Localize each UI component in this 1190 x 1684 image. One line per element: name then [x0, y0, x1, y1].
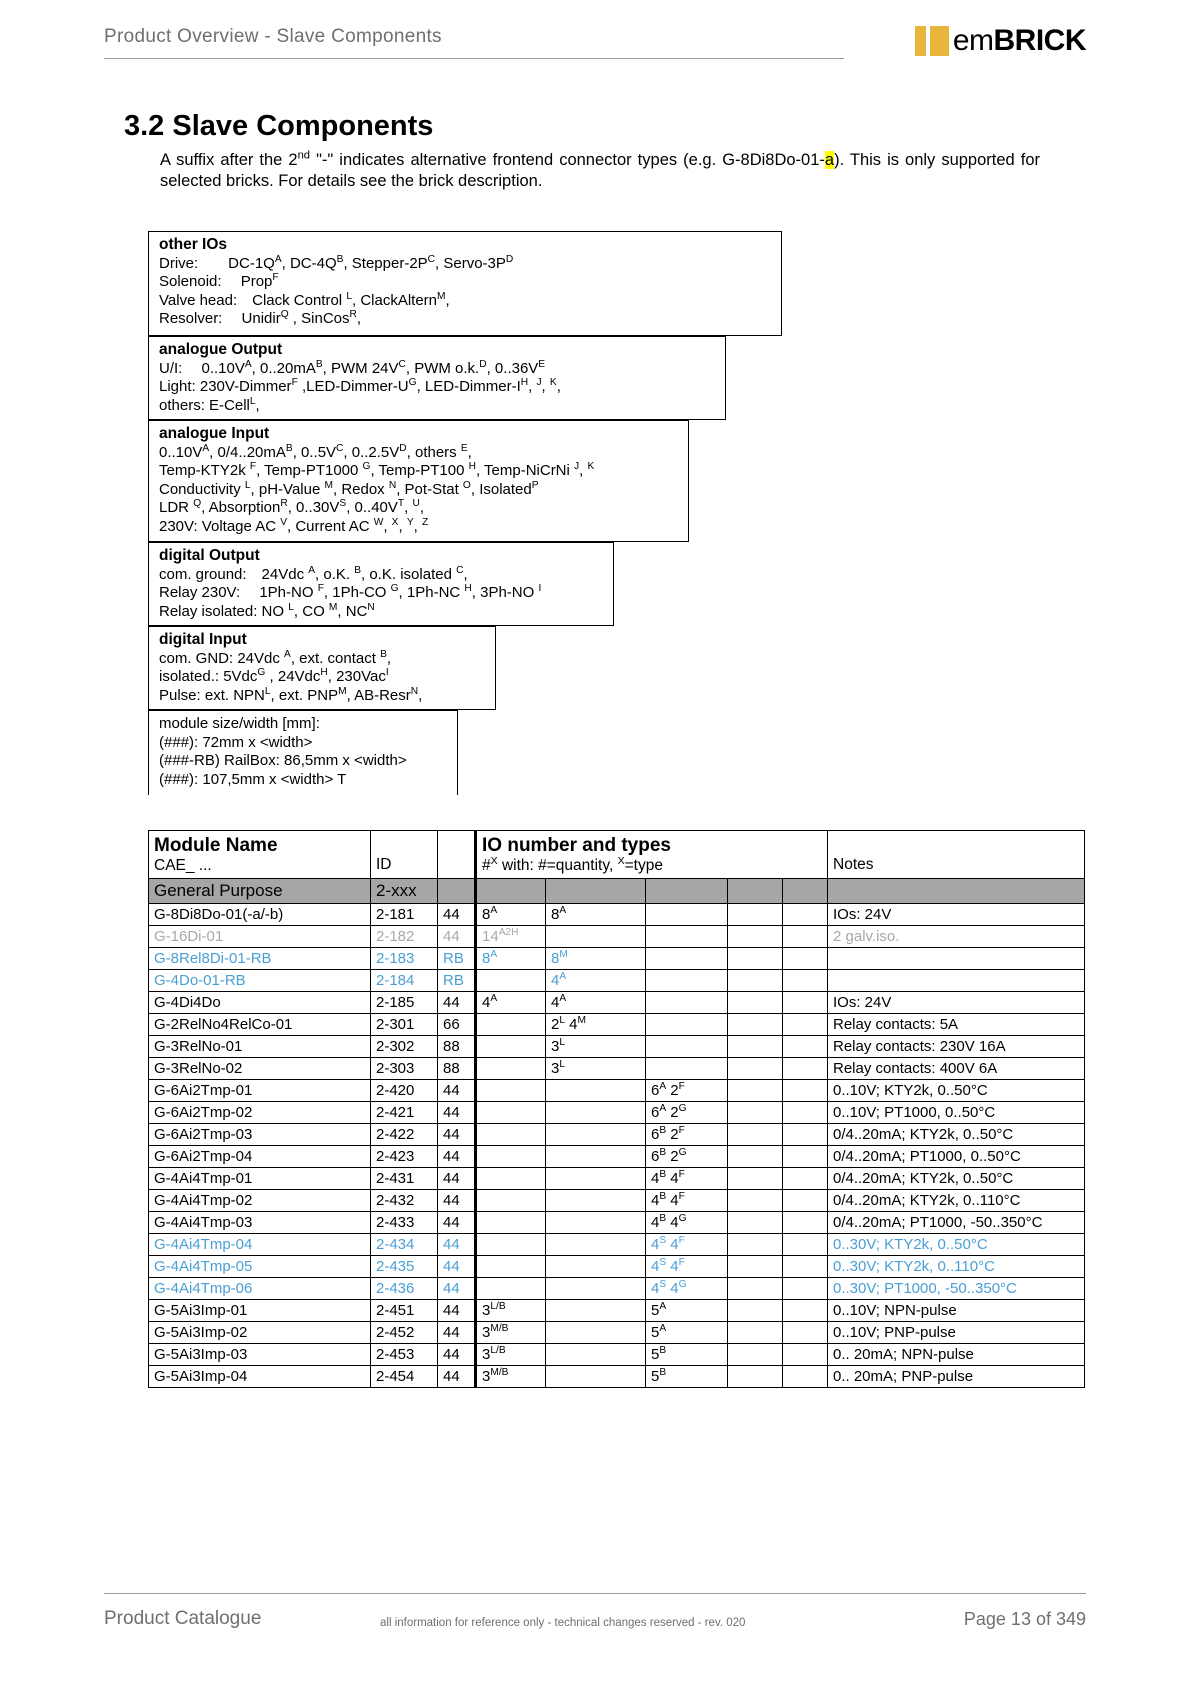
table-header-row: [149, 831, 1085, 879]
th-module-name-main: Module Name: [154, 834, 278, 856]
cell-width: 44: [438, 1190, 476, 1212]
cell-width: 44: [438, 1322, 476, 1344]
cell-other-io: [783, 1300, 828, 1322]
legend-analogue-output-title: analogue Output: [159, 341, 283, 358]
cell-notes: 0..10V; KTY2k, 0..50°C: [828, 1080, 1085, 1102]
slave-components-table: [148, 830, 1085, 1388]
logo-mark-icon: [915, 26, 949, 56]
cell-analogue-output: [728, 1344, 783, 1366]
cell-id: 2-453: [371, 1344, 438, 1366]
legend-analogue-input-title: analogue Input: [159, 425, 270, 442]
cell-digital-output: [546, 1102, 646, 1124]
cell-digital-input: $3^{L/B}$: [476, 1344, 546, 1366]
cell-analogue-output: [728, 1124, 783, 1146]
cell-id: 2-182: [371, 926, 438, 948]
legend-module-size: [148, 710, 458, 795]
table-row: [149, 1300, 1085, 1322]
table-row: [149, 1168, 1085, 1190]
cell-digital-input: [476, 1168, 546, 1190]
cell-analogue-input: $5^B$: [646, 1366, 728, 1388]
cell-width: 44: [438, 904, 476, 926]
cell-id: 2-181: [371, 904, 438, 926]
intro-text-1: A suffix after the 2: [160, 151, 298, 169]
section-intro: [160, 150, 1040, 192]
cell-other-io: [783, 904, 828, 926]
cell-digital-output: $8^A$: [546, 904, 646, 926]
cell-analogue-output: [728, 1212, 783, 1234]
cell-analogue-output: [728, 1036, 783, 1058]
cell-analogue-output: [728, 1168, 783, 1190]
cell-id: 2-432: [371, 1190, 438, 1212]
cell-other-io: [783, 1212, 828, 1234]
cell-digital-input: [476, 1146, 546, 1168]
cell-digital-output: [546, 1300, 646, 1322]
cell-notes: 0/4..20mA; PT1000, -50..350°C: [828, 1212, 1085, 1234]
th-io-sub-post2: =type: [624, 856, 663, 874]
table-row: [149, 1102, 1085, 1124]
cell-width: 44: [438, 1080, 476, 1102]
cell-digital-input: [476, 1014, 546, 1036]
cell-digital-output: [546, 1080, 646, 1102]
cell-analogue-input: $5^A$: [646, 1300, 728, 1322]
legend-analogue-output-lines: U/I: $0..10V^A$, $0..20mA^B$, PWM $24V^C$, PWM o.k.$^D$, $0..36V^E$ Light: 230V-Dimmer$^F$ $,LED-Dimmer-U^G$, LED-$Dimmer-I^H$, $^J$, $^K$, others: E-Cell$^L$,: [159, 358, 561, 414]
logo-em-text: em: [952, 24, 994, 57]
th-id-label: ID: [376, 855, 392, 873]
cell-id: 2-452: [371, 1322, 438, 1344]
cell-analogue-input: $6^A$ $2^F$: [646, 1080, 728, 1102]
cell-other-io: [783, 1190, 828, 1212]
cell-other-io: [783, 1256, 828, 1278]
cell-width: 88: [438, 1036, 476, 1058]
cell-other-io: [783, 1344, 828, 1366]
table-row: [149, 1124, 1085, 1146]
cell-id: 2-423: [371, 1146, 438, 1168]
cell-width: 44: [438, 1124, 476, 1146]
cell-id: 2-421: [371, 1102, 438, 1124]
footer-page-number: Page 13 of 349: [963, 1609, 1086, 1629]
cell-id: 2-431: [371, 1168, 438, 1190]
cell-width: 66: [438, 1014, 476, 1036]
group-row-width: [438, 879, 476, 904]
cell-module-name: G-5Ai3Imp-03: [149, 1344, 371, 1366]
group-row-do: [546, 879, 646, 904]
cell-analogue-output: [728, 1146, 783, 1168]
cell-notes: 0..10V; NPN-pulse: [828, 1300, 1085, 1322]
cell-width: 44: [438, 1146, 476, 1168]
cell-module-name: G-16Di-01: [149, 926, 371, 948]
cell-analogue-input: [646, 948, 728, 970]
cell-notes: 0/4..20mA; PT1000, 0..50°C: [828, 1146, 1085, 1168]
legend-digital-output: [148, 542, 614, 626]
table-row: [149, 1322, 1085, 1344]
cell-other-io: [783, 1234, 828, 1256]
cell-digital-output: $2^L$ $4^M$: [546, 1014, 646, 1036]
cell-width: 44: [438, 1102, 476, 1124]
cell-id: 2-184: [371, 970, 438, 992]
cell-analogue-output: [728, 970, 783, 992]
intro-text-2: "-" indicates alternative frontend connector types (e.g. G-8Di8Do-01-: [310, 151, 825, 169]
cell-id: 2-435: [371, 1256, 438, 1278]
cell-digital-output: [546, 1234, 646, 1256]
cell-module-name: G-4Ai4Tmp-06: [149, 1278, 371, 1300]
cell-analogue-output: [728, 1058, 783, 1080]
cell-width: 44: [438, 1300, 476, 1322]
cell-width: 44: [438, 1278, 476, 1300]
th-io-sub: [482, 854, 822, 875]
table-group-row: [149, 879, 1085, 904]
cell-other-io: [783, 992, 828, 1014]
table-row: [149, 1212, 1085, 1234]
cell-id: 2-434: [371, 1234, 438, 1256]
cell-id: 2-303: [371, 1058, 438, 1080]
cell-analogue-output: [728, 1256, 783, 1278]
cell-digital-output: [546, 1366, 646, 1388]
cell-digital-output: [546, 926, 646, 948]
cell-digital-input: [476, 1102, 546, 1124]
cell-width: 44: [438, 1366, 476, 1388]
cell-notes: 0.. 20mA; NPN-pulse: [828, 1344, 1085, 1366]
header-title: Product Overview - Slave Components: [104, 26, 442, 47]
cell-digital-output: [546, 1322, 646, 1344]
cell-module-name: G-4Ai4Tmp-03: [149, 1212, 371, 1234]
cell-other-io: [783, 1102, 828, 1124]
cell-digital-input: [476, 1190, 546, 1212]
cell-other-io: [783, 926, 828, 948]
cell-other-io: [783, 1036, 828, 1058]
th-io-sub-pre: #: [482, 856, 491, 874]
th-io-main: IO number and types: [482, 834, 671, 856]
cell-analogue-input: $6^B$ $2^G$: [646, 1146, 728, 1168]
cell-module-name: G-4Ai4Tmp-05: [149, 1256, 371, 1278]
cell-notes: 0/4..20mA; KTY2k, 0..110°C: [828, 1190, 1085, 1212]
embrick-logo: [915, 24, 1086, 58]
table-row: [149, 1014, 1085, 1036]
cell-digital-input: $3^{L/B}$: [476, 1300, 546, 1322]
table-row: [149, 1234, 1085, 1256]
cell-width: 88: [438, 1058, 476, 1080]
legend-analogue-input-lines: $0..10V^A$, $0/4..20mA^B$, $0..5V^C$, $0..2.5V^D$, others $^E$, Temp-KTY2k $^F$, Temp-PT1000 $^G$, Temp-PT100 $^H$, Temp-NiCrNi $^J$, $^K$ Conductivity $^L$, pH-Value $^M$, Redox $^N$, Pot-Stat $^O$, Isolated$^P$ LDR $^Q$, Absorption$^R$, $0..30V^S$, $0..40V^T$, $^U$, 230V: Voltage AC $^V$, Current AC $^W$, $^X$, $^Y$, $^Z$: [159, 442, 595, 535]
cell-digital-output: [546, 1168, 646, 1190]
cell-analogue-input: [646, 1014, 728, 1036]
cell-notes: Relay contacts: 230V 16A: [828, 1036, 1085, 1058]
cell-module-name: G-4Do-01-RB: [149, 970, 371, 992]
cell-other-io: [783, 1014, 828, 1036]
cell-width: 44: [438, 1256, 476, 1278]
cell-id: 2-185: [371, 992, 438, 1014]
cell-notes: 0..10V; PT1000, 0..50°C: [828, 1102, 1085, 1124]
legend-digital-input-title: digital Input: [159, 631, 247, 648]
legend-digital-output-title: digital Output: [159, 547, 260, 564]
cell-analogue-output: [728, 948, 783, 970]
cell-module-name: G-4Di4Do: [149, 992, 371, 1014]
table-body: [149, 831, 1085, 1388]
table-row: [149, 1366, 1085, 1388]
cell-notes: Relay contacts: 400V 6A: [828, 1058, 1085, 1080]
group-row-ai: [646, 879, 728, 904]
cell-notes: IOs: 24V: [828, 992, 1085, 1014]
cell-notes: [828, 970, 1085, 992]
cell-digital-input: $14^{A2H}$: [476, 926, 546, 948]
cell-module-name: G-6Ai2Tmp-02: [149, 1102, 371, 1124]
cell-id: 2-183: [371, 948, 438, 970]
cell-analogue-output: [728, 904, 783, 926]
cell-analogue-output: [728, 1014, 783, 1036]
table-row: [149, 948, 1085, 970]
cell-analogue-input: $6^B$ $2^F$: [646, 1124, 728, 1146]
cell-analogue-output: [728, 1322, 783, 1344]
cell-width: 44: [438, 1344, 476, 1366]
cell-analogue-output: [728, 1234, 783, 1256]
cell-notes: 0..30V; KTY2k, 0..50°C: [828, 1234, 1085, 1256]
cell-module-name: G-4Ai4Tmp-04: [149, 1234, 371, 1256]
cell-width: 44: [438, 992, 476, 1014]
legend-digital-input-lines: com. GND: 24Vdc $^A$, ext. contact $^B$, isolated.: 5Vdc$^G$ , 24Vdc$^H$, 230Vac$^I$ Pulse: ext. $NPN^L$, ext. $PNP^M$, AB-Resr$^N$,: [159, 648, 423, 704]
cell-other-io: [783, 1058, 828, 1080]
cell-notes: 0.. 20mA; PNP-pulse: [828, 1366, 1085, 1388]
intro-text-3: ). This is only supported for selected bricks. For details see the brick description.: [160, 151, 1040, 190]
cell-analogue-input: [646, 1058, 728, 1080]
th-io: [476, 831, 828, 879]
cell-notes: 0/4..20mA; KTY2k, 0..50°C: [828, 1168, 1085, 1190]
cell-digital-output: $3^L$: [546, 1036, 646, 1058]
legend-other-ios-title: other IOs: [159, 236, 228, 253]
cell-id: 2-433: [371, 1212, 438, 1234]
table-row: [149, 1036, 1085, 1058]
cell-other-io: [783, 948, 828, 970]
cell-analogue-output: [728, 1190, 783, 1212]
intro-ordinal-sup: nd: [297, 149, 311, 162]
cell-digital-input: $3^{M/B}$: [476, 1366, 546, 1388]
cell-other-io: [783, 970, 828, 992]
cell-analogue-input: $4^S$ $4^G$: [646, 1278, 728, 1300]
cell-analogue-output: [728, 992, 783, 1014]
cell-module-name: G-5Ai3Imp-02: [149, 1322, 371, 1344]
table-row: [149, 1058, 1085, 1080]
th-width: [438, 831, 476, 879]
table-row: [149, 1344, 1085, 1366]
cell-digital-input: [476, 1124, 546, 1146]
footer-center-text: all information for reference only - technical changes reserved - rev. 020: [380, 1617, 746, 1629]
cell-digital-output: [546, 1190, 646, 1212]
cell-other-io: [783, 1124, 828, 1146]
cell-analogue-output: [728, 1102, 783, 1124]
legend-analogue-input: [148, 420, 689, 542]
cell-width: RB: [438, 948, 476, 970]
cell-digital-output: $8^M$: [546, 948, 646, 970]
cell-digital-input: [476, 1212, 546, 1234]
cell-module-name: G-4Ai4Tmp-01: [149, 1168, 371, 1190]
cell-analogue-output: [728, 1300, 783, 1322]
table-row: [149, 926, 1085, 948]
cell-analogue-output: [728, 1278, 783, 1300]
cell-width: 44: [438, 1212, 476, 1234]
group-row-di: [476, 879, 546, 904]
table-row: [149, 992, 1085, 1014]
cell-analogue-input: $4^S$ $4^F$: [646, 1234, 728, 1256]
group-row-ao: [728, 879, 783, 904]
group-row-notes: [828, 879, 1085, 904]
cell-digital-output: [546, 1146, 646, 1168]
cell-analogue-input: $4^B$ $4^F$: [646, 1168, 728, 1190]
cell-other-io: [783, 1168, 828, 1190]
cell-digital-output: [546, 1344, 646, 1366]
cell-id: 2-454: [371, 1366, 438, 1388]
cell-other-io: [783, 1322, 828, 1344]
legend-module-size-lines: module size/width [mm]: (###): 72mm x <width> (###-RB) RailBox: 86,5mm x <width> (###): 107,5mm x <width> T: [159, 715, 407, 788]
header-divider: [104, 58, 844, 59]
cell-digital-output: [546, 1278, 646, 1300]
cell-digital-input: $8^A$: [476, 948, 546, 970]
cell-digital-input: [476, 1036, 546, 1058]
cell-analogue-output: [728, 926, 783, 948]
logo-text: [953, 24, 1086, 58]
cell-analogue-input: [646, 992, 728, 1014]
cell-width: RB: [438, 970, 476, 992]
cell-analogue-output: [728, 1366, 783, 1388]
group-row-id: 2-xxx: [371, 879, 438, 904]
th-module-name: [149, 831, 371, 879]
footer-left-text: Product Catalogue: [104, 1608, 262, 1629]
cell-notes: 0/4..20mA; KTY2k, 0..50°C: [828, 1124, 1085, 1146]
cell-notes: Relay contacts: 5A: [828, 1014, 1085, 1036]
cell-id: 2-436: [371, 1278, 438, 1300]
table-row: [149, 970, 1085, 992]
cell-notes: 0..10V; PNP-pulse: [828, 1322, 1085, 1344]
cell-id: 2-451: [371, 1300, 438, 1322]
cell-digital-input: [476, 1058, 546, 1080]
cell-other-io: [783, 1278, 828, 1300]
cell-module-name: G-8Rel8Di-01-RB: [149, 948, 371, 970]
cell-notes: IOs: 24V: [828, 904, 1085, 926]
cell-id: 2-302: [371, 1036, 438, 1058]
page-header: [104, 26, 1086, 74]
table-row: [149, 1256, 1085, 1278]
cell-id: 2-301: [371, 1014, 438, 1036]
cell-digital-output: $3^L$: [546, 1058, 646, 1080]
cell-module-name: G-4Ai4Tmp-02: [149, 1190, 371, 1212]
cell-other-io: [783, 1146, 828, 1168]
legend-digital-input: [148, 626, 496, 710]
cell-other-io: [783, 1080, 828, 1102]
cell-analogue-input: $4^B$ $4^G$: [646, 1212, 728, 1234]
cell-notes: 0..30V; KTY2k, 0..110°C: [828, 1256, 1085, 1278]
cell-digital-input: [476, 1234, 546, 1256]
table-row: [149, 1190, 1085, 1212]
th-io-sub-sup2: X: [617, 854, 625, 867]
cell-width: 44: [438, 926, 476, 948]
cell-notes: 0..30V; PT1000, -50..350°C: [828, 1278, 1085, 1300]
cell-width: 44: [438, 1168, 476, 1190]
legend-analogue-output: [148, 336, 726, 420]
cell-analogue-input: $4^S$ $4^F$: [646, 1256, 728, 1278]
cell-digital-output: [546, 1256, 646, 1278]
th-notes: [828, 831, 1085, 879]
cell-digital-input: $4^A$: [476, 992, 546, 1014]
cell-module-name: G-5Ai3Imp-04: [149, 1366, 371, 1388]
cell-analogue-input: [646, 926, 728, 948]
cell-analogue-input: $5^B$: [646, 1344, 728, 1366]
legend-digital-output-lines: com. ground: 24Vdc $^A$, o.K. $^B$, o.K. isolated $^C$, Relay 230V: 1Ph-NO $^F$, 1Ph-CO $^G$, 1Ph-NC $^H$, 3Ph-NO $^I$ Relay isolated: NO $^L$, CO $^M$, $NC^N$: [159, 564, 542, 620]
cell-id: 2-420: [371, 1080, 438, 1102]
cell-analogue-input: $4^B$ $4^F$: [646, 1190, 728, 1212]
cell-digital-input: [476, 970, 546, 992]
th-notes-label: Notes: [833, 855, 874, 873]
cell-id: 2-422: [371, 1124, 438, 1146]
cell-analogue-input: [646, 1036, 728, 1058]
cell-analogue-output: [728, 1080, 783, 1102]
table-row: [149, 1080, 1085, 1102]
group-row-label: General Purpose: [149, 879, 371, 904]
group-row-other: [783, 879, 828, 904]
cell-analogue-input: [646, 970, 728, 992]
section-title: 3.2 Slave Components: [124, 110, 434, 142]
cell-digital-output: [546, 1124, 646, 1146]
cell-notes: 2 galv.iso.: [828, 926, 1085, 948]
cell-notes: [828, 948, 1085, 970]
cell-module-name: G-3RelNo-02: [149, 1058, 371, 1080]
th-io-sub-post: with: #=quantity,: [497, 856, 618, 874]
cell-digital-output: $4^A$: [546, 992, 646, 1014]
cell-module-name: G-6Ai2Tmp-01: [149, 1080, 371, 1102]
cell-digital-output: $4^A$: [546, 970, 646, 992]
logo-brick-text: BRICK: [993, 24, 1086, 57]
cell-other-io: [783, 1366, 828, 1388]
cell-digital-input: $3^{M/B}$: [476, 1322, 546, 1344]
table-row: [149, 1146, 1085, 1168]
cell-analogue-input: $5^A$: [646, 1322, 728, 1344]
legend-other-ios-lines: Drive: $DC-1Q^A$, $DC-4Q^B$, Stepper-$2P^C$, Servo-$3P^D$ Solenoid: Prop$^F$ Valve head: Clack Control $^L$, ClackAltern$^M$, Resolver: Unidir$^Q$ , SinCos$^R$,: [159, 253, 514, 328]
th-id: [371, 831, 438, 879]
cell-module-name: G-5Ai3Imp-01: [149, 1300, 371, 1322]
cell-digital-input: [476, 1256, 546, 1278]
cell-width: 44: [438, 1234, 476, 1256]
cell-module-name: G-6Ai2Tmp-03: [149, 1124, 371, 1146]
cell-analogue-input: $6^A$ $2^G$: [646, 1102, 728, 1124]
cell-digital-input: [476, 1278, 546, 1300]
cell-digital-input: $8^A$: [476, 904, 546, 926]
cell-module-name: G-3RelNo-01: [149, 1036, 371, 1058]
intro-highlight: a: [824, 151, 835, 169]
cell-digital-input: [476, 1080, 546, 1102]
cell-analogue-input: [646, 904, 728, 926]
cell-module-name: G-6Ai2Tmp-04: [149, 1146, 371, 1168]
footer-divider: [104, 1593, 1086, 1594]
th-module-name-sub: CAE_ ...: [154, 856, 212, 874]
cell-module-name: G-8Di8Do-01(-a/-b): [149, 904, 371, 926]
legend-other-ios: [148, 231, 782, 336]
cell-digital-output: [546, 1212, 646, 1234]
table-row: [149, 1278, 1085, 1300]
cell-module-name: G-2RelNo4RelCo-01: [149, 1014, 371, 1036]
th-io-sub-sup: X: [490, 854, 498, 867]
table-row: [149, 904, 1085, 926]
